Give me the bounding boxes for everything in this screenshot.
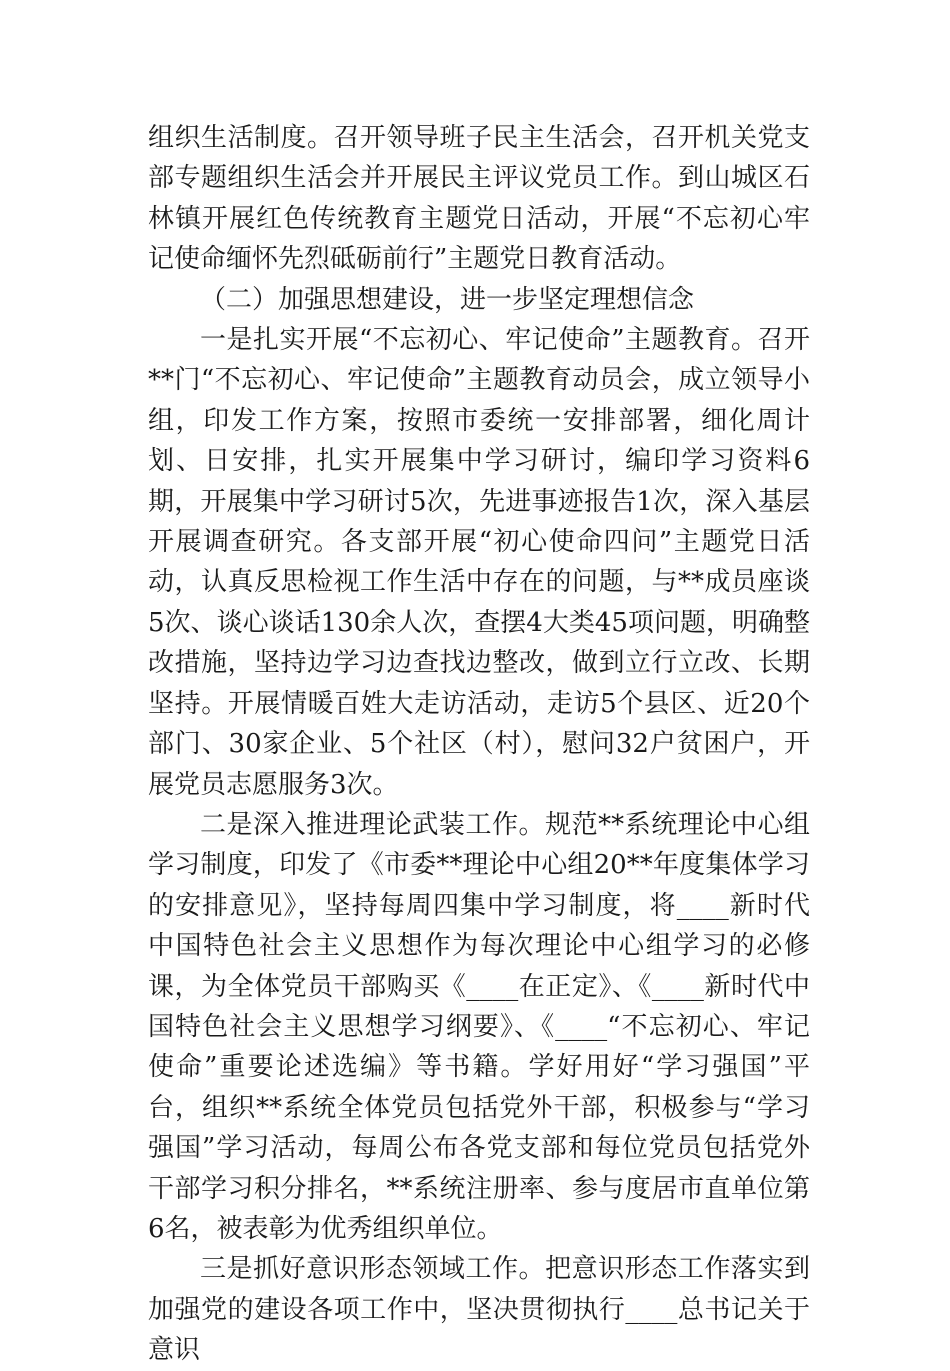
paragraph-theme-education: 一是扎实开展“不忘初心、牢记使命”主题教育。召开**门“不忘初心、牢记使命”主题教育动员会，成立领导小组，印发工作方案，按照市委统一安排部署，细化周计划、日安排，扎实开展集中学习研讨，编印学习资料6期，开展集中学习研讨5次，先进事迹报告1次，深入基层开展调查研究。各支部开展“初心使命四问”主题党日活动，认真反思检视工作生活中存在的问题，与**成员座谈5次、谈心谈话130余人次，查摆4大类45项问题，明确整改措施，坚持边学习边查找边整改，做到立行立改、长期坚持。开展情暖百姓大走访活动，走访5个县区、近20个部门、30家企业、5个社区（村），慰问32户贫困户，开展党员志愿服务3次。 <box>148 325 810 800</box>
document-body <box>148 118 810 1371</box>
paragraph-ideology-work: 三是抓好意识形态领域工作。把意识形态工作落实到加强党的建设各项工作中，坚决贯彻执行____总书记关于意识 <box>148 1254 810 1366</box>
section-subheading: （二）加强思想建设，进一步坚定理想信念 <box>200 284 695 315</box>
paragraph-continuation: 组织生活制度。召开领导班子民主生活会，召开机关党支部专题组织生活会并开展民主评议党员工作。到山城区石林镇开展红色传统教育主题党日活动，开展“不忘初心牢记使命缅怀先烈砥砺前行”主题党日教育活动。 <box>148 123 810 275</box>
paragraph-theory-study: 二是深入推进理论武装工作。规范**系统理论中心组学习制度，印发了《市委**理论中心组20**年度集体学习的安排意见》，坚持每周四集中学习制度，将____新时代中国特色社会主义思想作为每次理论中心组学习的必修课，为全体党员干部购买《____在正定》、《____新时代中国特色社会主义思想学习纲要》、《____“不忘初心、牢记使命”重要论述选编》等书籍。学好用好“学习强国”平台，组织**系统全体党员包括党外干部，积极参与“学习强国”学习活动，每周公布各党支部和每位党员包括党外干部学习积分排名，**系统注册率、参与度居市直单位第6名，被表彰为优秀组织单位。 <box>148 809 810 1244</box>
